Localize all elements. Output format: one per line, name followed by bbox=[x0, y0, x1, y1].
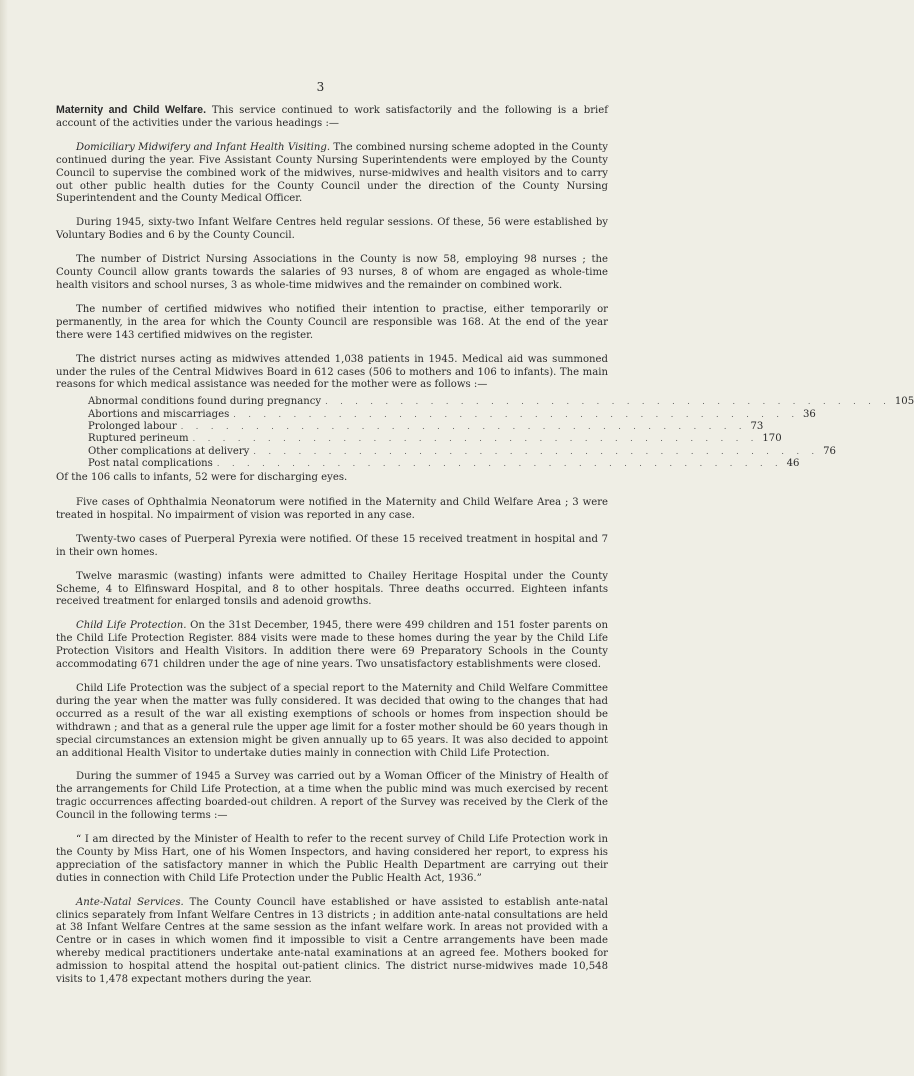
cause-count: 76 bbox=[823, 445, 836, 457]
cause-label: Ruptured perineum bbox=[88, 433, 189, 445]
welfare-centres-paragraph: During 1945, sixty-two Infant Welfare Centres held regular sessions. Of these, 56 were established by Voluntary Bodies and 6 by the County Council. bbox=[56, 217, 608, 242]
medical-aid-causes-list bbox=[88, 396, 914, 470]
child-life-text: On the 31st December, 1945, there were 499 children and 151 foster parents on the Child Life Protection Register. 884 visits were made to these homes during the year by the Child Life Protection Visitors and Health Visitors. In addition there were 69 Preparatory Schools in the County accommodating 671 children under the age of nine years. Two unsatisfactory establishments were closed. bbox=[56, 620, 608, 671]
maternity-paragraph bbox=[56, 104, 608, 131]
maternity-intro: This service continued to work satisfactorily and the following is a brief account of the activities under the various headings :— bbox=[56, 105, 608, 129]
cause-count: 105 bbox=[894, 396, 914, 408]
district-nurses-paragraph: The district nurses acting as midwives attended 1,038 patients in 1945. Medical aid was summoned under the rules of the Central Midwives Board in 612 cases (506 to mothers and 106 to infants). The main reasons for which medical assistance was needed for the mother were as follows :— bbox=[56, 353, 608, 391]
cause-row bbox=[88, 408, 816, 421]
cause-row bbox=[88, 420, 764, 433]
special-report-paragraph: Child Life Protection was the subject of a special report to the Maternity and Child Welfare Committee during the year when the matter was fully considered. It was decided that owing to the changes that had occurred as a result of the war all existing exemptions of schools or homes from inspection should be withdrawn ; and that as a general rule the upper age limit for a foster mother should be 60 years though in special circumstances an extension might be given annually up to 65 years. It was also decided to appoint an additional Health Visitor to undertake duties mainly in connection with Child Life Protection. bbox=[56, 682, 608, 759]
cause-label: Abnormal conditions found during pregnancy bbox=[88, 396, 322, 408]
nursing-associations-paragraph: The number of District Nursing Associations in the County is now 58, employing 98 nurses ; the County Council allow grants towards the salaries of 93 nurses, 8 of whom are engaged as whole-time health visitors and school nurses, 3 as whole-time midwives and the remainder on combined work. bbox=[56, 254, 608, 291]
midwives-paragraph: The number of certified midwives who notified their intention to practise, either temporarily or permanently, in the area for which the County Council are responsible was 168. At the end of the year there were 143 certified midwives on the register. bbox=[56, 303, 608, 341]
cause-label: Post natal complications bbox=[88, 457, 213, 469]
ophthalmia-paragraph: Five cases of Ophthalmia Neonatorum were notified in the Maternity and Child Welfare Area ; 3 were treated in hospital. No impairment of vision was reported in any case. bbox=[56, 497, 608, 521]
domiciliary-text: The combined nursing scheme adopted in the County continued during the year. Five Assistant County Nursing Superintendents were employed by the County Council to supervise the combined work of the midwives, nurse-midwives and health visitors and to carry out other public health duties for the County Council under the direction of the County Nursing Superintendent and the County Medical Officer. bbox=[56, 141, 608, 205]
domiciliary-paragraph bbox=[56, 142, 608, 207]
infant-calls-paragraph: Of the 106 calls to infants, 52 were for discharging eyes. bbox=[56, 472, 348, 484]
cause-row bbox=[88, 445, 836, 458]
cause-count: 46 bbox=[786, 457, 800, 469]
marasmic-paragraph: Twelve marasmic (wasting) infants were admitted to Chailey Heritage Hospital under the County Scheme, 4 to Elfinsward Hospital, and 8 to other hospitals. Three deaths occurred. Eighteen infants received treatment for enlarged tonsils and adenoid growths. bbox=[56, 570, 608, 608]
cause-count: 73 bbox=[750, 420, 764, 432]
cause-label: Abortions and miscarriages bbox=[88, 408, 230, 420]
cause-leader-dots: . . . . . . . . . . . . . . . . . . . . . . . . . . . . . . . . . . . . . . bbox=[180, 421, 747, 431]
cause-count: 36 bbox=[803, 408, 816, 420]
cause-row bbox=[88, 433, 782, 445]
maternity-heading: Maternity and Child Welfare. bbox=[56, 104, 207, 116]
cause-leader-dots: . . . . . . . . . . . . . . . . . . . . . . . . . . . . . . . . . . . . . . bbox=[216, 458, 783, 468]
ante-natal-paragraph bbox=[56, 897, 608, 987]
cause-label: Other complications at delivery bbox=[88, 445, 250, 457]
minister-quote-paragraph: “ I am directed by the Minister of Health to refer to the recent survey of Child Life Protection work in the County by Miss Hart, one of his Women Inspectors, and having considered her report, to express his appreciation of the satisfactory manner in which the Public Health Department are carrying out their duties in connection with Child Life Protection under the Public Health Act, 1936.” bbox=[56, 834, 608, 884]
cause-leader-dots: . . . . . . . . . . . . . . . . . . . . . . . . . . . . . . . . . . . . . . bbox=[233, 409, 799, 419]
pyrexia-paragraph: Twenty-two cases of Puerperal Pyrexia were notified. Of these 15 received treatment in hospital and 7 in their own homes. bbox=[56, 533, 608, 558]
page-edge-shadow bbox=[0, 0, 8, 1076]
page-number: 3 bbox=[316, 80, 325, 94]
ante-natal-text: The County Council have established or have assisted to establish ante-natal clinics separately from Infant Welfare Centres in 13 districts ; in addition ante-natal consultations are held at 38 Infant Welfare Centres at the same session as the infant welfare work. In areas not provided with a Centre or in cases in which women find it impossible to visit a Centre arrangements have been made whereby medical practitioners undertake ante-natal examinations at an agreed fee. Mothers booked for admission to hospital attend the hospital out-patient clinics. The district nurse-midwives made 10,548 visits to 1,478 expectant mothers during the year. bbox=[56, 896, 608, 986]
report-body bbox=[56, 104, 914, 998]
ante-natal-heading: Ante-Natal Services. bbox=[76, 896, 184, 908]
cause-leader-dots: . . . . . . . . . . . . . . . . . . . . . . . . . . . . . . . . . . . . . . bbox=[325, 397, 891, 407]
cause-label: Prolonged labour bbox=[88, 420, 177, 432]
child-life-paragraph bbox=[56, 620, 608, 672]
cause-leader-dots: . . . . . . . . . . . . . . . . . . . . . . . . . . . . . . . . . . . . . . bbox=[192, 434, 759, 444]
cause-row bbox=[88, 396, 914, 408]
cause-row bbox=[88, 457, 800, 470]
domiciliary-heading: Domiciliary Midwifery and Infant Health Visiting. bbox=[76, 141, 331, 153]
cause-leader-dots: . . . . . . . . . . . . . . . . . . . . . . . . . . . . . . . . . . . . . . bbox=[253, 446, 820, 456]
cause-count: 170 bbox=[762, 433, 782, 445]
survey-paragraph: During the summer of 1945 a Survey was carried out by a Woman Officer of the Ministry of Health of the arrangements for Child Life Protection, at a time when the public mind was much exercised by recent tragic occurrences affecting boarded-out children. A report of the Survey was received by the Clerk of the Council in the following terms :— bbox=[56, 771, 608, 822]
child-life-heading: Child Life Protection. bbox=[76, 620, 187, 632]
